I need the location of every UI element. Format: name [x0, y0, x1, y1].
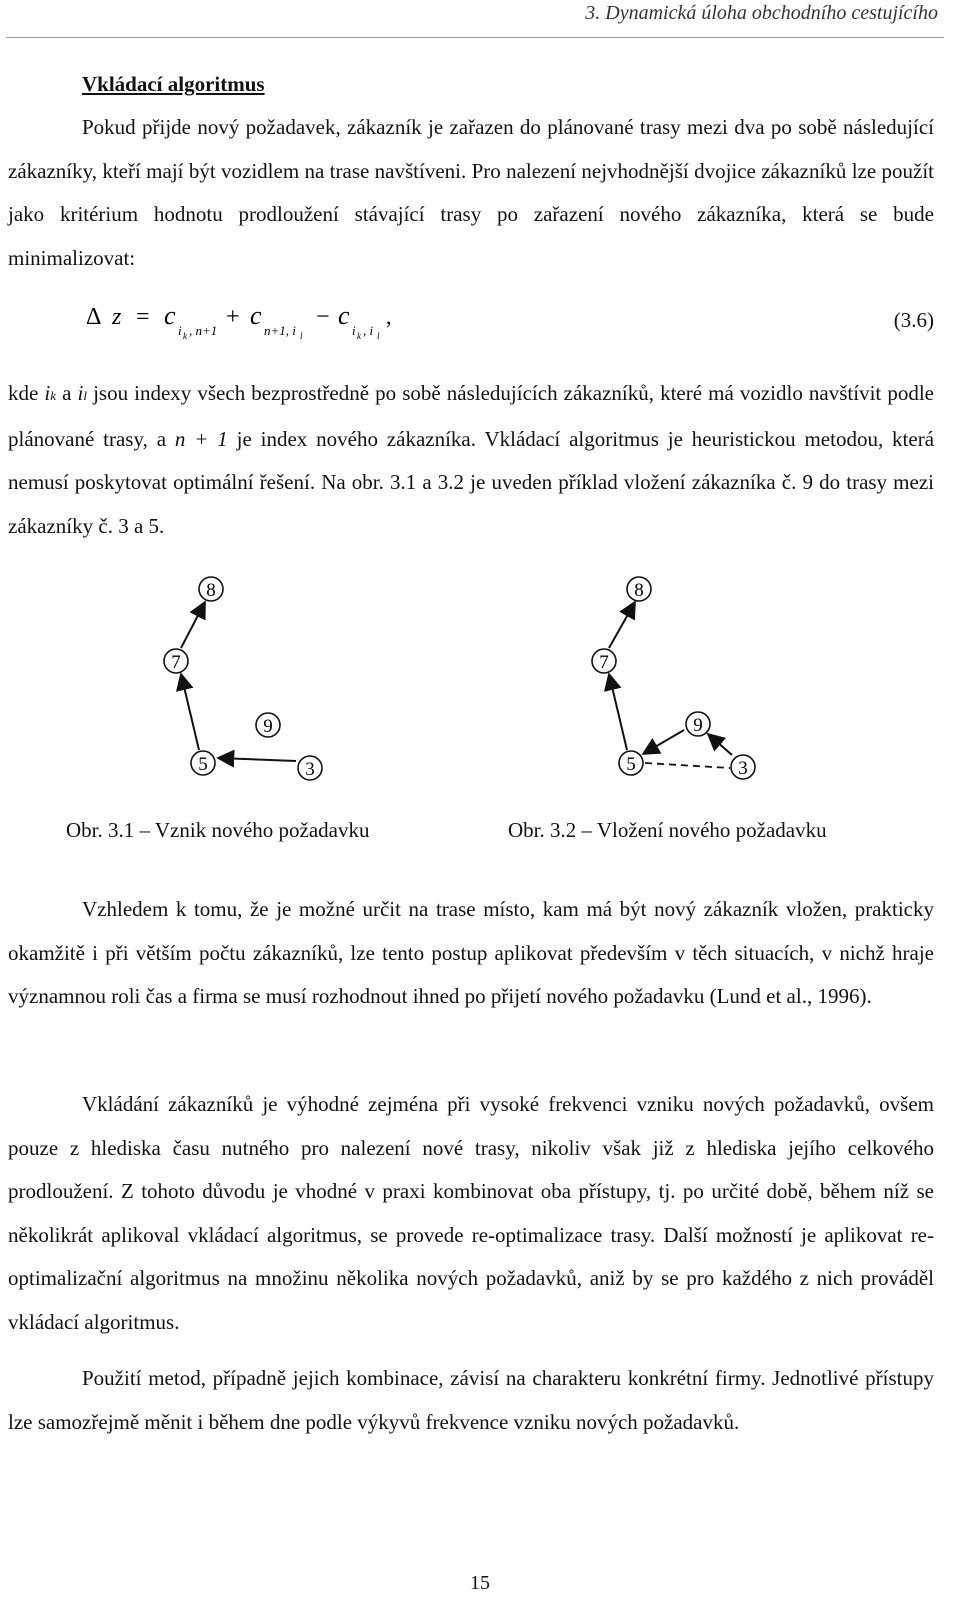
node-label-5: 5 [626, 754, 636, 775]
figures-area [0, 570, 960, 830]
eq-sub2-l: l [300, 331, 303, 341]
def-text2: je index nového zákazníka. Vkládací algoritmus je heuristickou metodou, která nemusí poskytovat optimální řešení. Na obr. 3.1 a 3.2 je uveden příklad vložení zákazníka č. 9 do trasy mezi zákazníky č. 3 a 5. [8, 426, 935, 538]
node-label-3: 3 [738, 758, 748, 779]
def-ik [44, 381, 56, 405]
node-label-3: 3 [305, 759, 315, 780]
def-il [78, 381, 87, 405]
eq-comma: , [386, 304, 392, 329]
eq-sub3-l: l [377, 331, 380, 341]
figure-3-2-diagram [592, 577, 755, 779]
eq-plus: + [226, 304, 240, 330]
edge-7-8 [609, 602, 635, 648]
edge-9-5 [643, 730, 684, 754]
figure-3-2-caption: Obr. 3.2 – Vložení nového požadavku [508, 818, 827, 842]
edge-5-7 [609, 674, 627, 750]
node-label-9: 9 [693, 715, 703, 736]
paragraph-conclusion: Použití metod, případně jejich kombinace, závisí na charakteru konkrétní firmy. Jednotlivé přístupy lze samozřejmě měnit i během dne podle výkyvů frekvence vzniku nových požadavků. [8, 1366, 934, 1434]
eq-c3: c [338, 301, 350, 330]
route-diagrams [0, 570, 960, 820]
edge-7-8 [181, 602, 205, 648]
eq-sub3-k: k [357, 331, 361, 341]
equation-3-6 [0, 284, 960, 344]
def-n-plus-1: n + 1 [174, 426, 228, 451]
eq-equals: = [136, 304, 150, 330]
paragraph-definition [8, 372, 934, 548]
eq-c1: c [164, 301, 176, 330]
node-label-7: 7 [171, 652, 181, 673]
node-label-8: 8 [634, 580, 644, 601]
eq-sub1-rest: , n+1 [189, 323, 218, 338]
eq-sub3-mid: , i [363, 323, 374, 338]
edge-3-5 [218, 758, 296, 761]
edge-5-7 [181, 674, 199, 750]
edge-3-5-removed [645, 763, 730, 768]
equation-formula [80, 284, 780, 344]
edge-3-9 [708, 734, 732, 755]
node-label-7: 7 [599, 652, 609, 673]
eq-sub1-i: i [178, 323, 182, 338]
running-title: 3. Dynamická úloha obchodního cestujícího [585, 2, 938, 24]
eq-minus: − [316, 304, 330, 330]
paragraph-intro: Pokud přijde nový požadavek, zákazník je zařazen do plánované trasy mezi dva po sobě následující zákazníky, kteří mají být vozidlem na trase navštíveni. Pro nalezení nejvhodnější dvojice zákazníků lze použít jako kritérium hodnotu prodloužení stávající trasy po zařazení nového zákazníka, která se bude minimalizovat: [8, 115, 934, 270]
node-label-8: 8 [206, 580, 216, 601]
section-title: Vkládací algoritmus [82, 72, 265, 96]
equation-number: (3.6) [893, 308, 934, 332]
def-i1: i [44, 381, 51, 405]
eq-delta: Δ [86, 304, 102, 330]
eq-sub1-k: k [183, 331, 187, 341]
figure-3-1-caption: Obr. 3.1 – Vznik nového požadavku [66, 818, 370, 842]
node-label-5: 5 [198, 754, 208, 775]
header-rule [6, 37, 944, 38]
def-k: k [50, 388, 57, 403]
figure-3-1-diagram [164, 577, 322, 780]
eq-z: z [112, 304, 122, 330]
def-kde: kde [8, 381, 39, 405]
paragraph-combination: Vkládání zákazníků je výhodné zejména při vysoké frekvenci vzniku nových požadavků, ovšem pouze z hlediska času nutného pro nalezení nové trasy, nikoliv však již z hlediska jejího celkového prodloužení. Z tohoto důvodu je vhodné v praxi kombinovat oba přístupy, tj. po určité době, během níž se několikrát aplikoval vkládací algoritmus, se provede re-optimalizace trasy. Další možností je aplikovat re-optimalizační algoritmus na množinu několika nových požadavků, aniž by se pro každého z nich prováděl vkládací algoritmus. [8, 1092, 934, 1334]
def-and: a [62, 381, 72, 405]
page-number: 15 [470, 1572, 490, 1594]
eq-c2: c [250, 301, 262, 330]
eq-sub3-i: i [352, 323, 356, 338]
def-i2: i [77, 381, 84, 405]
node-label-9: 9 [263, 716, 273, 737]
eq-sub2: n+1, i [264, 323, 296, 338]
def-text1: jsou indexy všech bezprostředně po sobě následujících zákazníků, které má vozidlo navštívit podle plánované trasy, a [8, 381, 934, 451]
paragraph-advantage: Vzhledem k tomu, že je možné určit na trase místo, kam má být nový zákazník vložen, prakticky okamžitě i při větším počtu zákazníků, lze tento postup aplikovat především v těch situacích, v nichž hraje významnou roli čas a firma se musí rozhodnout ihned po přijetí nového požadavku (Lund et al., 1996). [8, 897, 934, 1008]
def-l: l [83, 388, 87, 403]
